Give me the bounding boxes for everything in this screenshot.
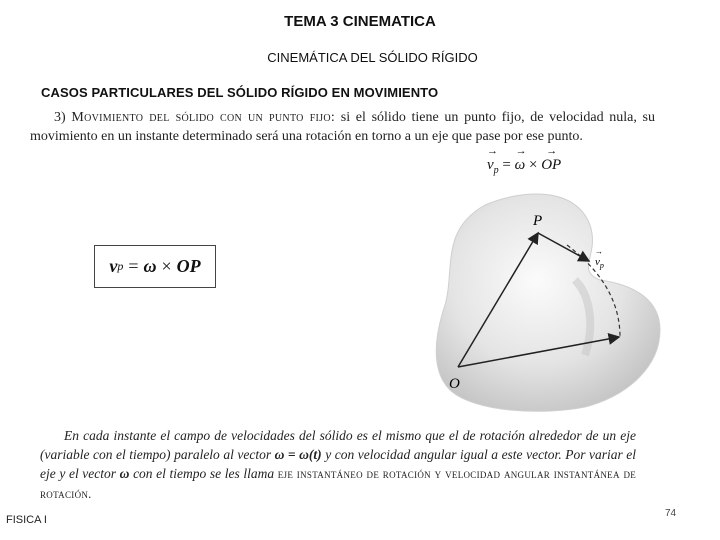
- formula-eq: =: [502, 157, 511, 173]
- paragraph-instant-axis: [40, 426, 636, 504]
- p2-text-1: En cada instante el campo de velocidades del sólido es el mismo que el de rotación alrededor de un eje (variable con el tiempo) paralelo al vector: [40, 428, 636, 462]
- page-subtitle: CINEMÁTICA DEL SÓLIDO RÍGIDO: [267, 50, 478, 65]
- formula-op: OP: [541, 157, 562, 173]
- body-shape: [436, 194, 660, 411]
- label-vp: [595, 256, 604, 270]
- label-vp-arrow: →: [595, 247, 603, 256]
- box-v: v: [109, 256, 118, 276]
- item-text: si el sólido tiene un punto fijo, de velocidad nula, su movimiento en un instante determinado será una rotación en torno a un eje que pase por ese punto.: [30, 110, 655, 144]
- box-omega: ω: [143, 256, 157, 276]
- velocity-formula-box: [94, 245, 216, 288]
- item-heading: Movimiento del sólido con un punto fijo:: [71, 110, 336, 125]
- page-title: TEMA 3 CINEMATICA: [284, 13, 436, 30]
- formula-omega: ω: [514, 157, 526, 173]
- box-sub: p: [117, 259, 124, 273]
- formula-sub: p: [493, 165, 499, 176]
- box-times: ×: [161, 256, 172, 276]
- page-number: 74: [665, 508, 677, 519]
- p2-omega-1: ω = ω(t): [274, 447, 322, 462]
- paragraph-fixed-point: [30, 108, 655, 146]
- section-heading: CASOS PARTICULARES DEL SÓLIDO RÍGIDO EN MOVIMIENTO: [41, 85, 439, 100]
- p2-omega-2: ω: [119, 466, 130, 481]
- p2-text-3: con el tiempo se les llama: [133, 466, 275, 481]
- box-eq: =: [128, 256, 139, 276]
- rigid-body-figure: [425, 185, 670, 415]
- label-vp-v: v: [595, 256, 600, 268]
- label-p: P: [533, 213, 543, 229]
- p2-text-2: y con velocidad angular igual a este vector. Por variar el eje y el vector: [40, 447, 637, 481]
- label-o: O: [449, 376, 460, 392]
- item-number: 3): [54, 110, 66, 125]
- p2-term: eje instantáneo de rotación y velocidad angular instantánea de rotación.: [40, 467, 637, 501]
- formula-v: v: [487, 157, 494, 173]
- velocity-formula-vector: → $v_p$ = → ω × → OP: [487, 145, 562, 176]
- label-vp-sub: p: [599, 261, 604, 270]
- formula-times: ×: [528, 157, 538, 173]
- box-op: OP: [176, 256, 201, 276]
- footer-course: FISICA I: [6, 514, 47, 526]
